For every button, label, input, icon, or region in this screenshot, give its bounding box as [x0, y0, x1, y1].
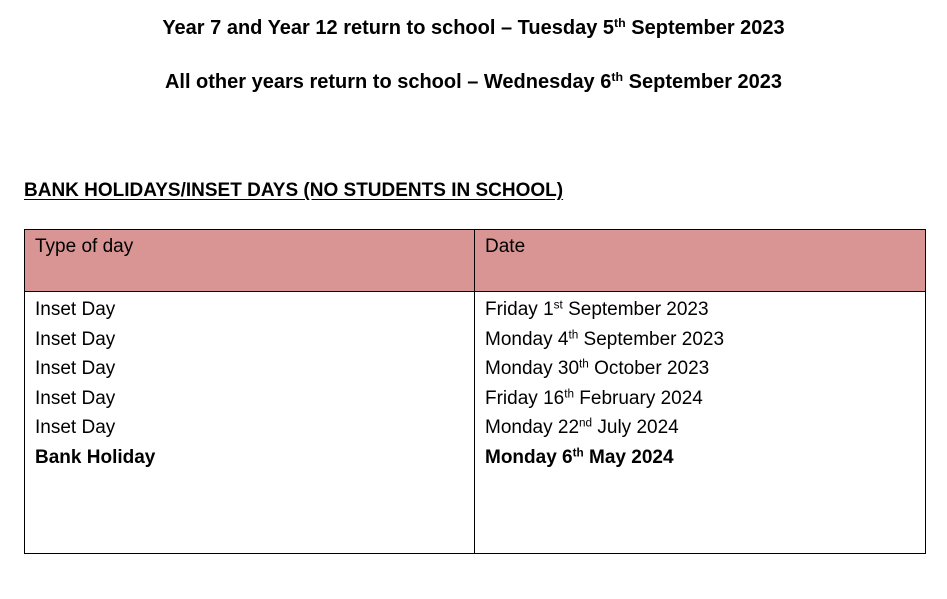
date-text: Monday 22 [485, 417, 580, 438]
date-text-end: September 2023 [562, 299, 709, 320]
date-text: Monday 6 [485, 446, 573, 468]
line2-ordinal: th [611, 70, 624, 85]
line1-text: Year 7 and Year 12 return to school – Tuesday 5 [162, 17, 614, 39]
date-ordinal: th [579, 357, 589, 371]
date-text-end: May 2024 [583, 446, 674, 468]
table-row-date [485, 295, 915, 325]
table-row-type: Inset Day [35, 387, 116, 409]
date-ordinal: th [568, 328, 579, 342]
date-ordinal: st [553, 298, 563, 312]
holiday-table [24, 229, 926, 554]
line2-text: All other years return to school – Wednesday 6 [164, 71, 612, 93]
line2-text-end: September 2023 [623, 71, 783, 93]
date-text-end: September 2023 [578, 328, 725, 350]
table-row-type: Bank Holiday [35, 446, 156, 468]
section-title: BANK HOLIDAYS/INSET DAYS (NO STUDENTS IN SCHOOL) [24, 180, 564, 201]
date-text: Friday 1 [485, 299, 554, 320]
table-header-row [25, 230, 926, 292]
table-body-row [25, 292, 926, 554]
return-date-other-years [0, 69, 947, 95]
line1-ordinal: th [614, 16, 626, 31]
table-row-date [485, 354, 915, 384]
date-text: Friday 16 [485, 387, 565, 409]
column-header-date: Date [475, 230, 926, 292]
column-header-type: Type of day [25, 230, 475, 292]
table-row-type: Inset Day [35, 358, 116, 379]
table-row-date [485, 325, 915, 355]
table-row-date [485, 413, 915, 443]
table-row-type: Inset Day [35, 417, 116, 438]
date-ordinal: th [572, 446, 584, 460]
date-ordinal: nd [579, 416, 593, 430]
date-text-end: July 2024 [592, 417, 679, 438]
type-column-cell [25, 292, 475, 554]
table-row-date [485, 443, 915, 473]
line1-text-end: September 2023 [625, 17, 785, 39]
table-row-type: Inset Day [35, 328, 116, 350]
table-row-date [485, 384, 915, 414]
date-ordinal: th [564, 387, 575, 401]
date-text: Monday 4 [485, 328, 569, 350]
date-text-end: February 2024 [574, 387, 703, 409]
date-text: Monday 30 [485, 358, 580, 379]
date-column-cell [475, 292, 926, 554]
table-row-type: Inset Day [35, 299, 116, 320]
return-date-year7-year12 [0, 15, 947, 41]
date-text-end: October 2023 [588, 358, 710, 379]
